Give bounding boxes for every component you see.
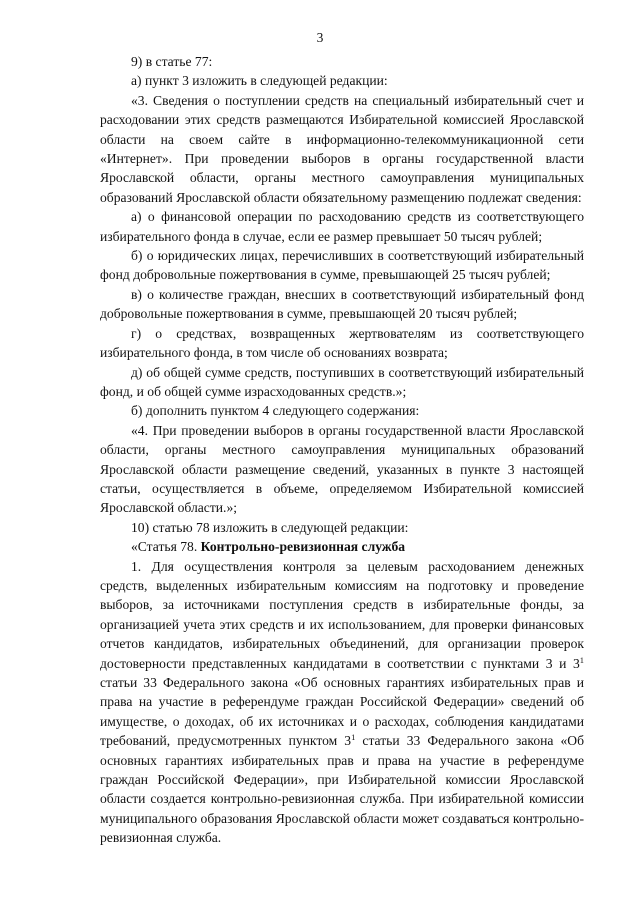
text-fragment: 1. Для осуществления контроля за целевым расходованием денежных средств, выделенных избирательным комиссиям на подготовку и проведение выборов, за источниками поступления средств в избирательные фонды, за организацией учета этих средств и их использованием, для проверки финансовых отчетов кандидатов, избирательных объединений, для организации проверок достоверности представленных кандидатами в соответствии с пунктами 3 и 3 [100, 558, 584, 671]
paragraph-subitem-v: в) о количестве граждан, внесших в соответствующий избирательный фонд добровольные пожертвования в сумме, превышающей 20 тысяч рублей; [100, 286, 584, 322]
article-78-prefix: «Статья 78. [131, 539, 201, 555]
superscript: 1 [579, 654, 584, 665]
text-fragment: статьи 33 Федерального закона «Об основных гарантиях избирательных прав и права на участие в референдуме граждан Российской Федерации» сведений об имуществе, о доходах, об их источниках и о расходах, соблюдения кандидатами требований, предусмотренных пунктом 3 [100, 675, 584, 749]
paragraph-article-77: 9) в статье 77: [131, 54, 213, 69]
paragraph-item-b: б) дополнить пунктом 4 следующего содержания: [131, 403, 420, 419]
paragraph-subitem-d: д) об общей сумме средств, поступивших в соответствующий избирательный фонд, и об общей сумме израсходованных средств.»; [100, 364, 584, 399]
paragraph-article-78: 10) статью 78 изложить в следующей редакции: [131, 519, 409, 535]
page-number: 3 [316, 30, 324, 45]
article-78-heading [100, 537, 584, 556]
superscript: 1 [351, 732, 356, 743]
text-fragment: статьи 33 Федерального закона «Об основных гарантиях избирательных прав и права на участие в референдуме граждан Российской Федерации», при Избирательной комиссии Ярославской области создается контрольно-ревизионная служба. При избирательной комиссии муниципального образования Ярославской области может создаваться контрольно-ревизионная служба. [100, 733, 585, 846]
article-78-title: Контрольно-ревизионная служба [200, 539, 406, 555]
paragraph-subitem-b: б) о юридических лицах, перечисливших в соответствующий избирательный фонд добровольные пожертвования в сумме, превышающей 25 тысяч рублей; [100, 248, 584, 283]
paragraph-point-4: «4. При проведении выборов в органы государственной власти Ярославской области, органы местного самоуправления муниципальных образований Ярославской области размещение сведений, указанных в пункте 3 настоящей статьи, осуществляется в объеме, определяемом Избирательной комиссией Ярославской области.»; [100, 422, 584, 516]
paragraph-item-a: а) пункт 3 изложить в следующей редакции: [131, 73, 388, 89]
paragraph-subitem-g: г) о средствах, возвращенных жертвователям из соответствующего избирательного фонда, в том числе об основаниях возврата; [100, 325, 584, 361]
paragraph-subitem-a: а) о финансовой операции по расходованию средств из соответствующего избирательного фонда в случае, если ее размер превышает 50 тысяч рублей; [100, 209, 584, 244]
paragraph-article-78-point-1 [100, 557, 584, 848]
document-body [100, 52, 584, 848]
paragraph-point-3: «3. Сведения о поступлении средств на специальный избирательный счет и расходовании этих средств размещаются Избирательной комиссией Ярославской области на своем сайте в информационно-телекоммуникационной сети «Интернет». При проведении выборов в органы государственной власти Ярославской области, органы местного самоуправления муниципальных образований Ярославской области обязательному размещению подлежат сведения: [100, 92, 584, 205]
